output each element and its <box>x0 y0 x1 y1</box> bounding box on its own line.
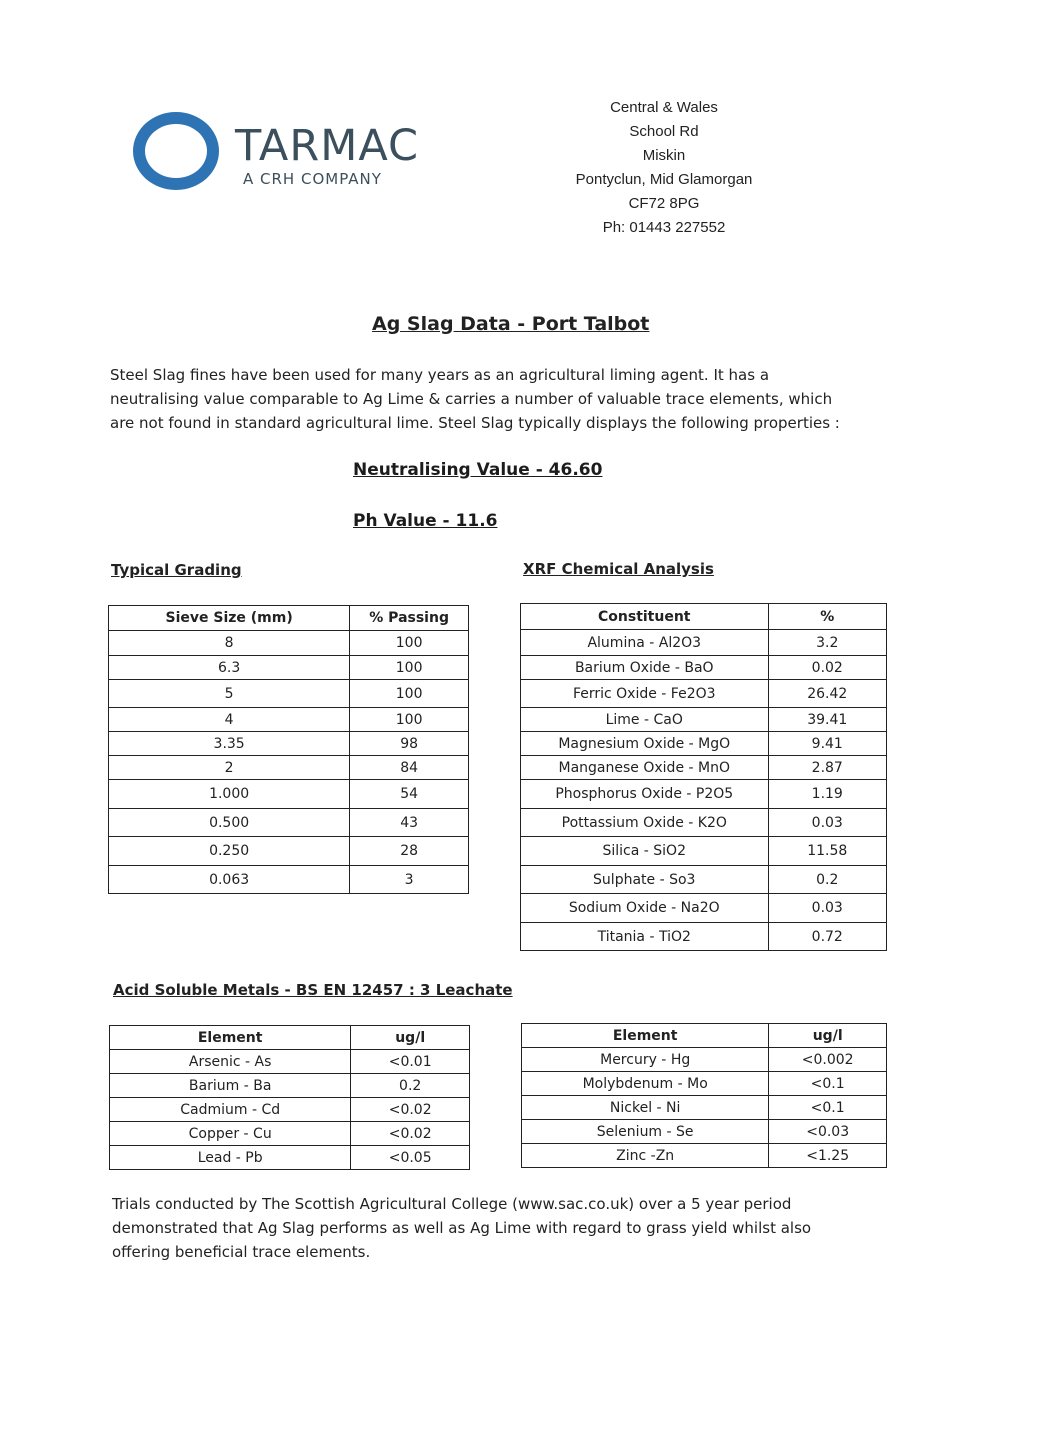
table-row <box>109 756 469 780</box>
table-cell-label: 4 <box>109 708 350 732</box>
table-row <box>110 1074 470 1098</box>
table-cell-label: Sodium Oxide - Na2O <box>521 894 769 923</box>
metals-left-header-unit: ug/l <box>351 1026 470 1050</box>
table-row <box>521 780 887 809</box>
table-cell-value: 100 <box>350 656 469 680</box>
table-row <box>521 894 887 923</box>
xrf-table <box>520 603 887 951</box>
table-cell-label: Molybdenum - Mo <box>522 1072 769 1096</box>
table-cell-label: Nickel - Ni <box>522 1096 769 1120</box>
table-cell-label: 1.000 <box>109 780 350 809</box>
table-cell-label: Lead - Pb <box>110 1146 351 1170</box>
table-cell-value: 100 <box>350 680 469 708</box>
table-row <box>109 732 469 756</box>
table-row <box>109 680 469 708</box>
grading-heading: Typical Grading <box>111 561 242 579</box>
metals-table-left <box>109 1025 470 1170</box>
table-row <box>521 756 887 780</box>
closing-paragraph: Trials conducted by The Scottish Agricultural College (www.sac.co.uk) over a 5 year period demonstrated that Ag Slag performs as well as Ag Lime with regard to grass yield whilst also offering beneficial trace elements. <box>112 1195 812 1261</box>
table-cell-label: Magnesium Oxide - MgO <box>521 732 769 756</box>
table-cell-value: 43 <box>350 809 469 837</box>
table-cell-label: 8 <box>109 631 350 656</box>
table-cell-value: 11.58 <box>768 837 886 866</box>
table-row <box>109 809 469 837</box>
table-row <box>521 680 887 708</box>
grading-header-sieve: Sieve Size (mm) <box>109 606 350 631</box>
logo-subtitle: A CRH COMPANY <box>243 170 382 188</box>
neutralising-value: Neutralising Value - 46.60 <box>353 460 603 480</box>
metals-left-header-element: Element <box>110 1026 351 1050</box>
xrf-heading: XRF Chemical Analysis <box>523 560 714 578</box>
table-cell-label: Titania - TiO2 <box>521 923 769 951</box>
table-cell-label: Barium - Ba <box>110 1074 351 1098</box>
table-cell-value: 0.2 <box>768 866 886 894</box>
grading-table <box>108 605 469 894</box>
table-cell-value: 26.42 <box>768 680 886 708</box>
address-line: School Rd <box>629 123 699 140</box>
table-cell-label: 0.250 <box>109 837 350 866</box>
table-cell-value: <0.01 <box>351 1050 470 1074</box>
xrf-header-percent: % <box>768 604 886 630</box>
table-cell-value: 1.19 <box>768 780 886 809</box>
table-cell-label: 3.35 <box>109 732 350 756</box>
table-row <box>521 837 887 866</box>
table-cell-label: Copper - Cu <box>110 1122 351 1146</box>
table-cell-value: 3 <box>350 866 469 894</box>
table-cell-label: Phosphorus Oxide - P2O5 <box>521 780 769 809</box>
table-cell-label: Lime - CaO <box>521 708 769 732</box>
table-cell-value: 54 <box>350 780 469 809</box>
table-row <box>110 1122 470 1146</box>
table-cell-value: <1.25 <box>769 1144 887 1168</box>
table-cell-label: Sulphate - So3 <box>521 866 769 894</box>
table-cell-label: Silica - SiO2 <box>521 837 769 866</box>
table-cell-value: 98 <box>350 732 469 756</box>
grading-header-passing: % Passing <box>350 606 469 631</box>
table-row <box>522 1096 887 1120</box>
address-line: Ph: 01443 227552 <box>602 219 726 236</box>
table-cell-value: <0.05 <box>351 1146 470 1170</box>
tarmac-logo-ring-icon <box>133 112 219 190</box>
table-cell-label: Zinc -Zn <box>522 1144 769 1168</box>
table-cell-label: Mercury - Hg <box>522 1048 769 1072</box>
table-cell-label: 0.063 <box>109 866 350 894</box>
table-row <box>109 866 469 894</box>
table-row <box>522 1144 887 1168</box>
ph-value: Ph Value - 11.6 <box>353 511 498 531</box>
table-cell-value: 0.03 <box>768 809 886 837</box>
table-cell-value: 0.2 <box>351 1074 470 1098</box>
table-cell-label: Ferric Oxide - Fe2O3 <box>521 680 769 708</box>
table-row <box>109 837 469 866</box>
table-cell-value: 9.41 <box>768 732 886 756</box>
metals-heading: Acid Soluble Metals - BS EN 12457 : 3 Leachate <box>113 981 513 999</box>
table-cell-value: <0.1 <box>769 1096 887 1120</box>
table-cell-label: Alumina - Al2O3 <box>521 630 769 656</box>
table-cell-value: <0.1 <box>769 1072 887 1096</box>
table-row <box>521 656 887 680</box>
table-row <box>110 1098 470 1122</box>
table-row <box>109 631 469 656</box>
table-cell-label: 2 <box>109 756 350 780</box>
table-cell-value: <0.02 <box>351 1098 470 1122</box>
table-row <box>521 630 887 656</box>
table-cell-value: 28 <box>350 837 469 866</box>
metals-right-header-unit: ug/l <box>769 1024 887 1048</box>
table-cell-value: 0.03 <box>768 894 886 923</box>
address-line: CF72 8PG <box>628 195 700 212</box>
table-row <box>522 1120 887 1144</box>
address-line: Pontyclun, Mid Glamorgan <box>575 171 753 188</box>
table-row <box>521 809 887 837</box>
table-row <box>521 866 887 894</box>
table-cell-label: Manganese Oxide - MnO <box>521 756 769 780</box>
table-cell-label: 6.3 <box>109 656 350 680</box>
table-cell-value: 39.41 <box>768 708 886 732</box>
address-line: Central & Wales <box>610 99 718 116</box>
table-cell-value: <0.002 <box>769 1048 887 1072</box>
intro-paragraph: Steel Slag fines have been used for many years as an agricultural liming agent. It has a neutralising value comparable to Ag Lime & carries a number of valuable trace elements, which are not found in standard agricultural lime. Steel Slag typically displays the following properties : <box>110 366 840 432</box>
address-line: Miskin <box>642 147 686 164</box>
table-cell-value: <0.02 <box>351 1122 470 1146</box>
table-cell-label: 0.500 <box>109 809 350 837</box>
table-cell-value: 100 <box>350 708 469 732</box>
table-cell-label: Barium Oxide - BaO <box>521 656 769 680</box>
table-cell-label: Pottassium Oxide - K2O <box>521 809 769 837</box>
table-cell-value: 0.02 <box>768 656 886 680</box>
table-row <box>110 1146 470 1170</box>
metals-right-header-element: Element <box>522 1024 769 1048</box>
table-row <box>522 1048 887 1072</box>
table-cell-value: 0.72 <box>768 923 886 951</box>
table-row <box>521 923 887 951</box>
xrf-header-constituent: Constituent <box>521 604 769 630</box>
table-row <box>522 1072 887 1096</box>
address-block <box>530 96 798 240</box>
table-cell-label: Selenium - Se <box>522 1120 769 1144</box>
table-row <box>521 708 887 732</box>
table-row <box>521 732 887 756</box>
table-cell-value: 2.87 <box>768 756 886 780</box>
table-cell-value: 3.2 <box>768 630 886 656</box>
table-cell-value: 100 <box>350 631 469 656</box>
table-row <box>109 656 469 680</box>
table-row <box>109 708 469 732</box>
table-cell-value: <0.03 <box>769 1120 887 1144</box>
table-row <box>110 1050 470 1074</box>
metals-table-right <box>521 1023 887 1168</box>
table-row <box>109 780 469 809</box>
table-cell-label: 5 <box>109 680 350 708</box>
table-cell-label: Cadmium - Cd <box>110 1098 351 1122</box>
table-cell-label: Arsenic - As <box>110 1050 351 1074</box>
table-cell-value: 84 <box>350 756 469 780</box>
logo-wordmark: TARMAC <box>235 121 420 171</box>
page-title: Ag Slag Data - Port Talbot <box>372 313 650 335</box>
